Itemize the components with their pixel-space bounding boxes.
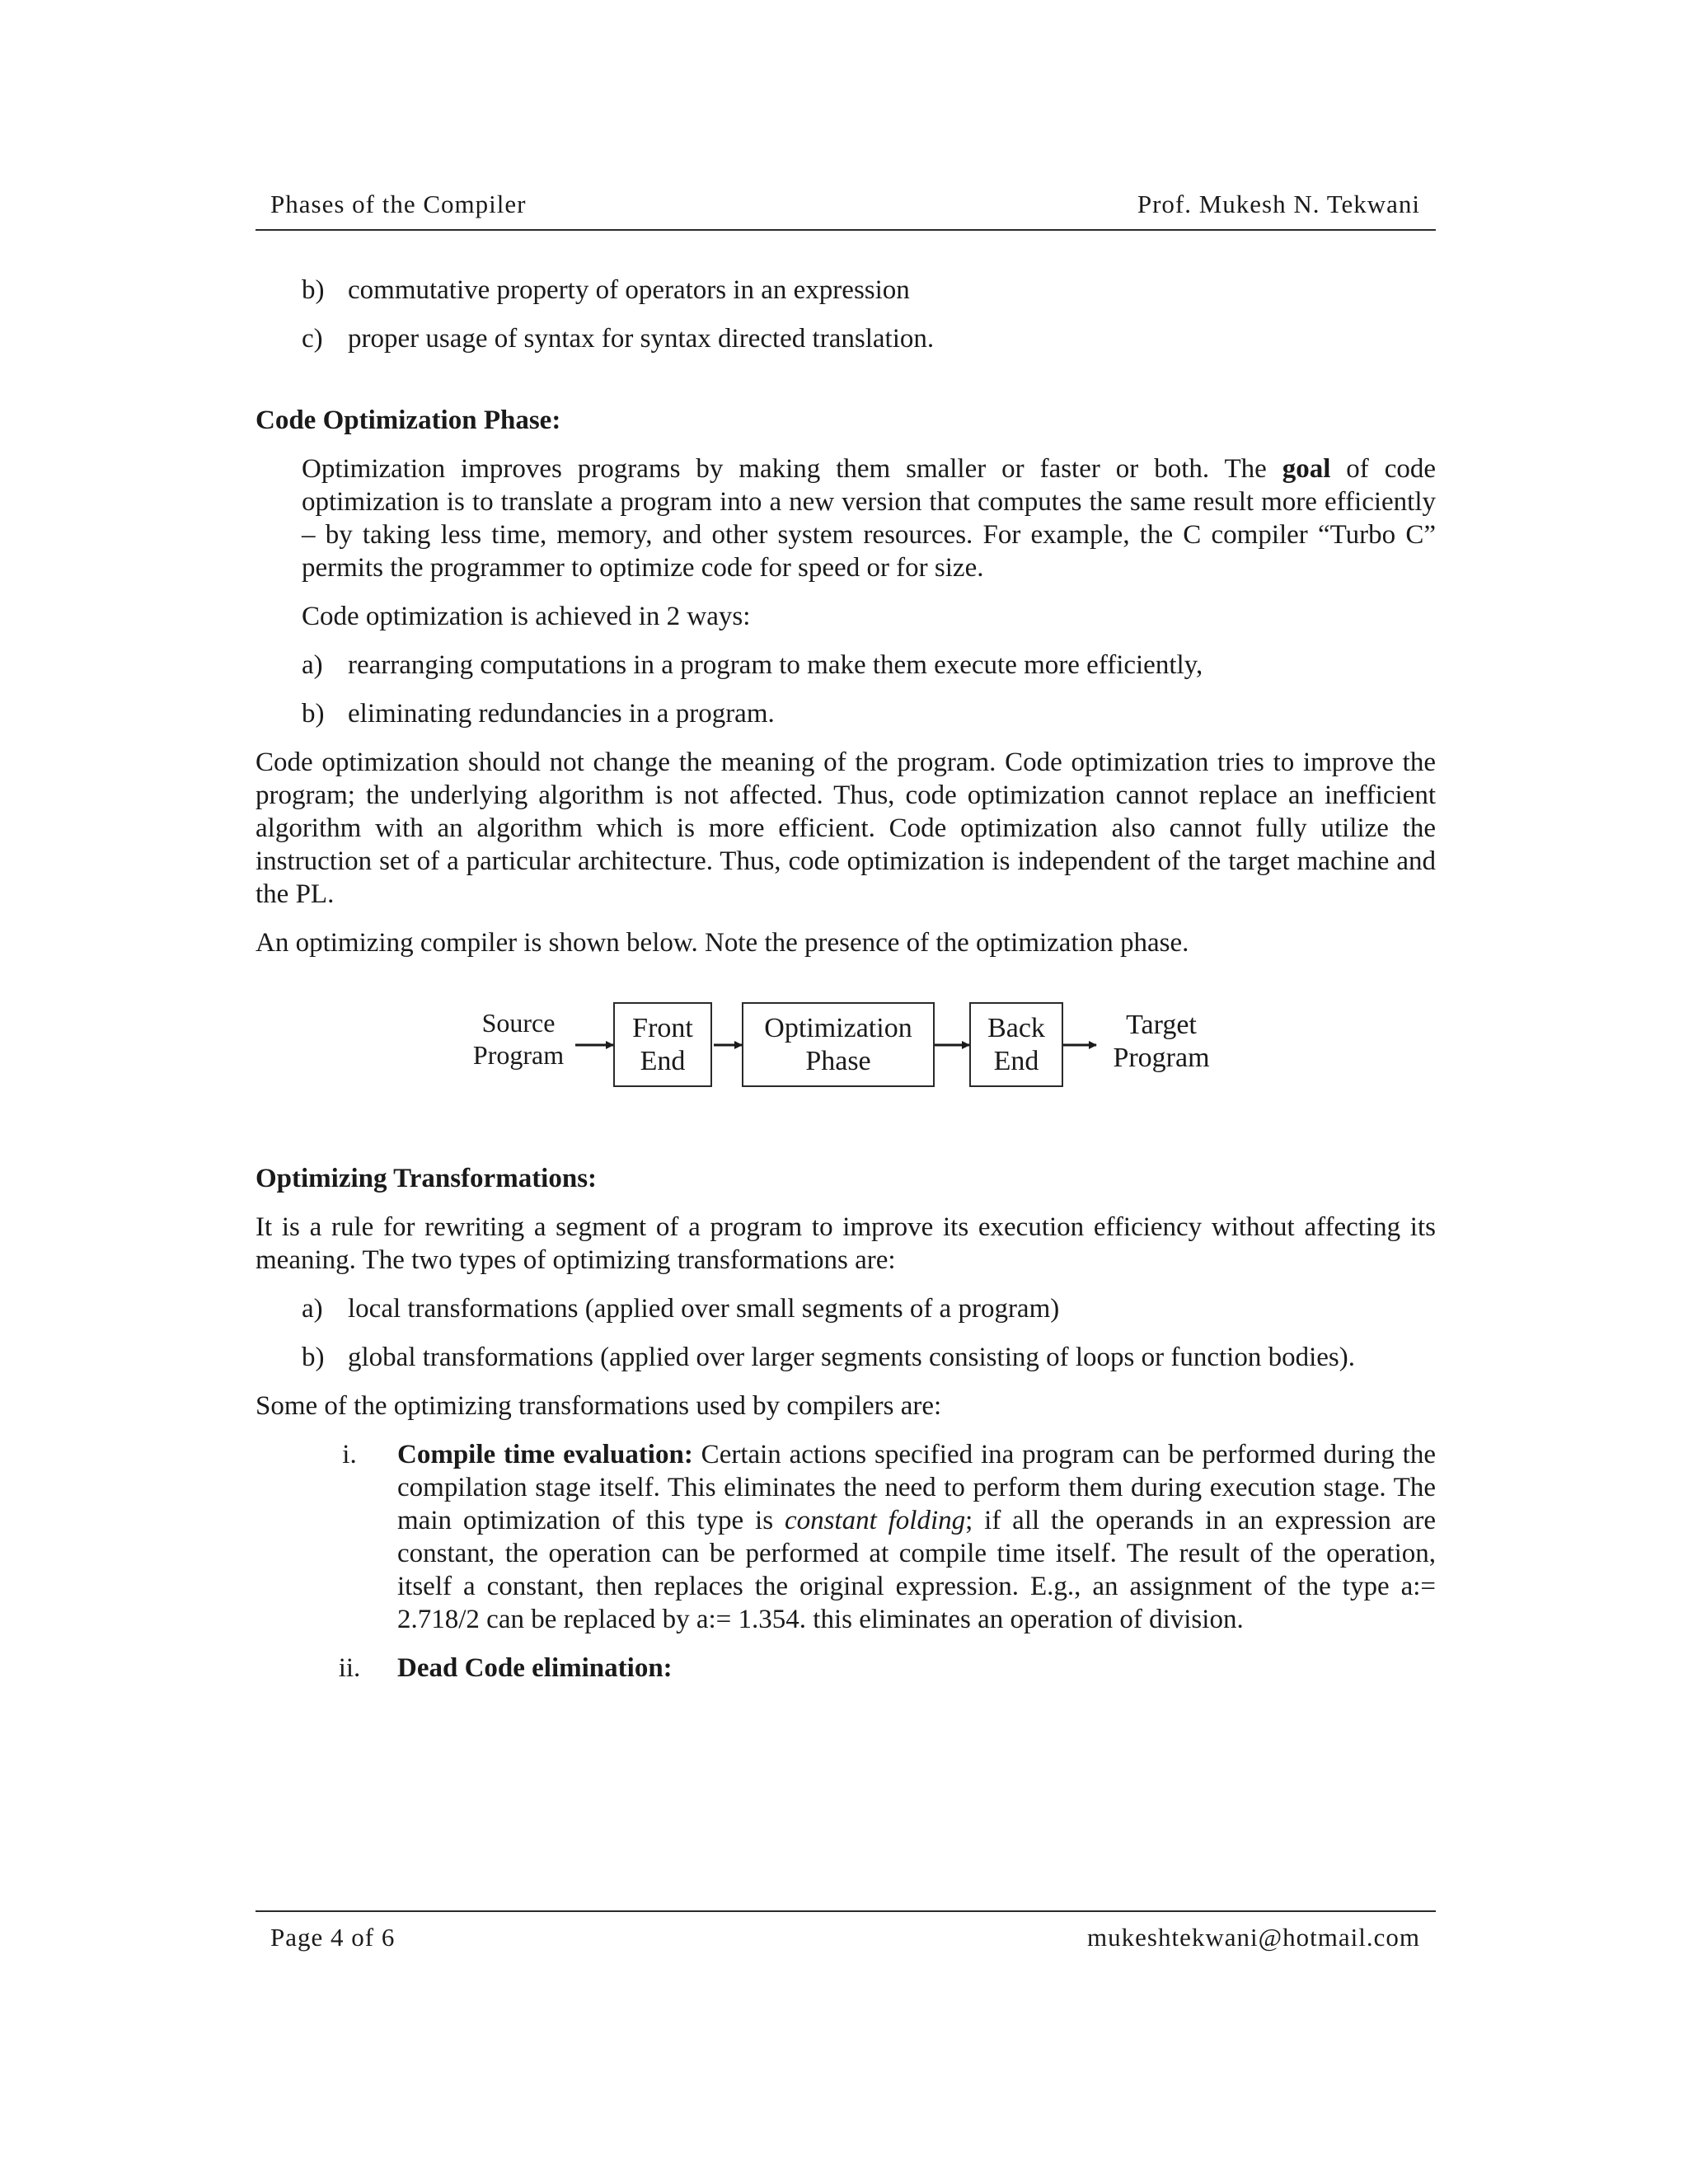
roman-marker: i. [342,1440,357,1469]
paragraph-text: of code optimization is to translate a program into a new version that computes the same result more efficiently – by taking less time, memory, and other system resources. For example, the C compiler “Turbo C” permits the programmer to optimize code for speed or for size. [302,454,1436,583]
box-line: Phase [805,1045,871,1076]
paragraph: Some of the optimizing transformations used by compilers are: [256,1391,942,1421]
list-text: commutative property of operators in an expression [348,275,910,305]
box-line: Optimization [764,1012,912,1043]
list-item [302,1341,1436,1374]
intro-list [302,274,1436,355]
page-body [256,274,1436,1700]
box-line: Front [632,1012,693,1043]
item-title: Compile time evaluation: [397,1440,693,1469]
roman-text [397,1438,1436,1636]
paragraph: An optimizing compiler is shown below. Note the presence of the optimization phase. [256,928,1189,958]
list-marker: a) [302,1294,323,1324]
header-author: Prof. Mukesh N. Tekwani [1137,190,1420,218]
header-rule [256,229,1436,231]
italic-term: constant folding [784,1506,966,1535]
compiler-diagram [256,987,1436,1134]
transform-types-list [302,1292,1436,1374]
list-item [302,274,1436,307]
box-line: End [640,1045,686,1076]
label-line: Program [472,1040,565,1070]
optimization-phase-box [742,1002,935,1087]
list-marker: b) [302,275,325,305]
list-text: local transformations (applied over small segments of a program) [348,1294,1060,1324]
footer-email: mukeshtekwani@hotmail.com [1087,1923,1420,1952]
paragraph: It is a rule for rewriting a segment of a program to improve its execution efficiency without affecting its meaning. The two types of optimizing transformations are: [256,1212,1436,1275]
source-program-label [465,1007,572,1071]
section-heading-code-optimization: Code Optimization Phase: [256,405,561,435]
paragraph: Code optimization is achieved in 2 ways: [302,602,751,631]
roman-list-item [302,1438,1436,1636]
footer-rule [256,1910,1436,1912]
back-end-box [969,1002,1063,1087]
roman-text [397,1652,1436,1685]
item-text: ; if all the operands in an expression are constant, the operation can be performed at compile time itself. The result of the operation, itself a constant, then replaces the original expression. E.g., an assignment of the type a:= 2.718/2 can be replaced by a:= 1.354. this eliminates an operation of division. [397,1506,1436,1634]
target-program-label [1100,1009,1223,1075]
item-text: Certain actions specified ina program can be performed during the compilation stage itself. This eliminates the need to perform them during execution stage. The main optimization of this type is [397,1440,1436,1535]
list-marker: b) [302,699,325,729]
list-marker: a) [302,650,323,680]
list-item [302,697,1436,730]
box-line: End [993,1045,1039,1076]
list-text: proper usage of syntax for syntax directed translation. [348,324,935,354]
footer-page-number: Page 4 of 6 [270,1923,396,1952]
box-line: Back [987,1012,1045,1043]
header-title: Phases of the Compiler [270,190,527,218]
front-end-box [613,1002,712,1087]
list-text: rearranging computations in a program to make them execute more efficiently, [348,650,1203,680]
list-text: eliminating redundancies in a program. [348,699,775,729]
item-title: Dead Code elimination: [397,1653,673,1683]
bold-term: goal [1282,454,1331,484]
roman-list-item [302,1652,1436,1685]
paragraph [302,452,1436,584]
list-item [302,1292,1436,1325]
label-line: Program [1113,1043,1210,1073]
section-heading-optimizing-transformations: Optimizing Transformations: [256,1164,598,1193]
paragraph: Code optimization should not change the meaning of the program. Code optimization tries to improve the program; the underlying algorithm is not affected. Thus, code optimization cannot replace an inefficient algorithm with an algorithm which is more efficient. Code optimization also cannot fully utilize the instruction set of a particular architecture. Thus, code optimization is independent of the target machine and the PL. [256,748,1436,909]
roman-marker: ii. [338,1653,361,1683]
label-line: Source [481,1008,556,1038]
paragraph-text: Optimization improves programs by making them smaller or faster or both. The [302,454,1282,484]
list-marker: b) [302,1343,325,1372]
list-item [302,322,1436,355]
list-marker: c) [302,324,323,354]
list-item [302,649,1436,682]
list-text: global transformations (applied over larger segments consisting of loops or function bodies). [348,1343,1355,1372]
code-opt-indented [302,452,1436,730]
label-line: Target [1126,1010,1197,1040]
